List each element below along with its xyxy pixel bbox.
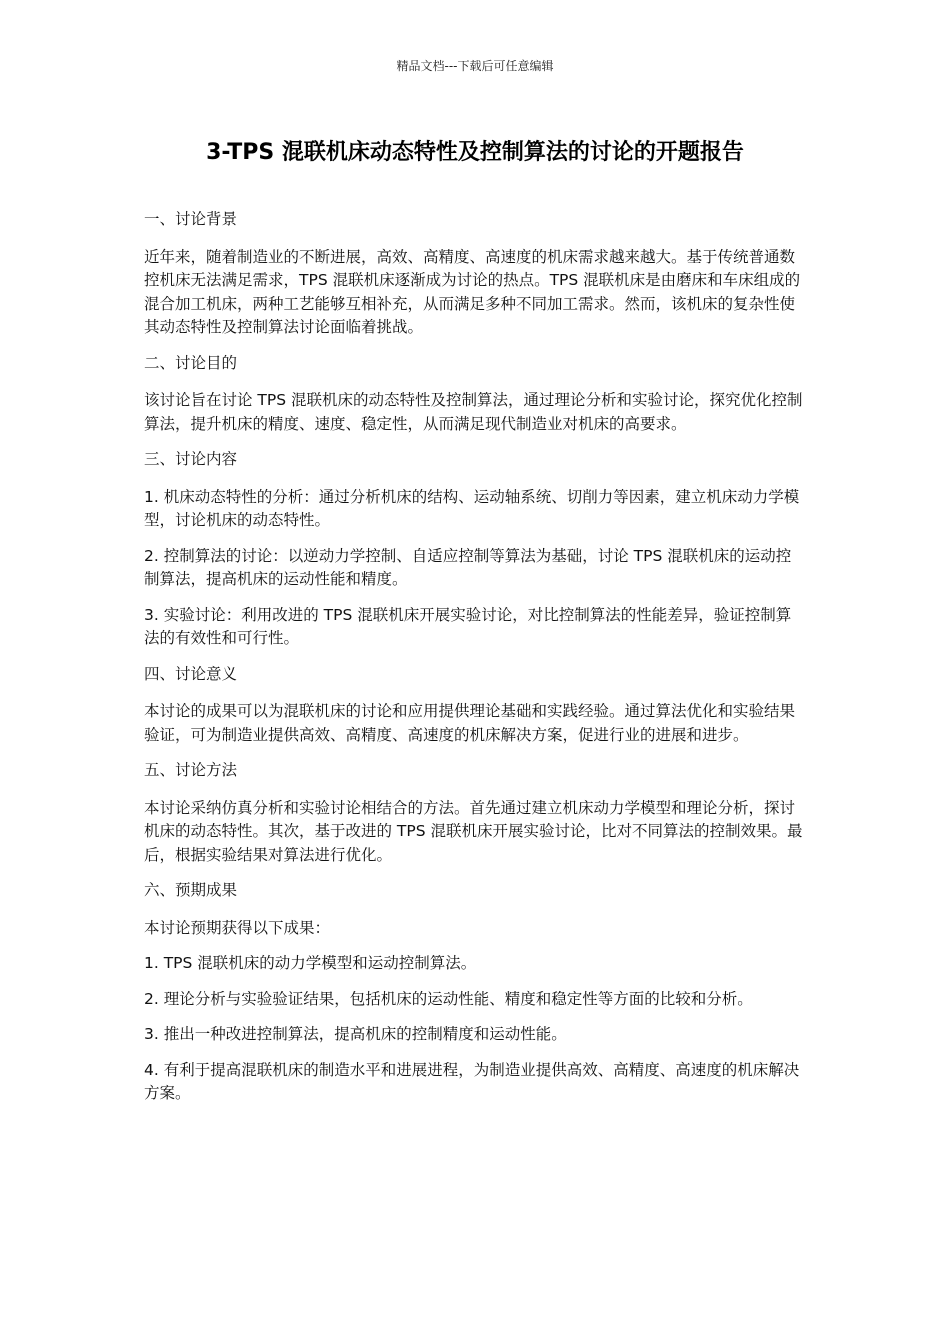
section-paragraph-background: 近年来，随着制造业的不断进展，高效、高精度、高速度的机床需求越来越大。基于传统普通数控机床无法满足需求，TPS 混联机床逐渐成为讨论的热点。TPS 混联机床是由磨床和车床组成的混合加工机床，两种工艺能够互相补充，从而满足多种不同加工需求。然而，该机床的复杂性使其动态特性及控制算法讨论面临着挑战。	[144, 247, 801, 336]
section-heading-results: 六、预期成果	[144, 881, 238, 899]
section-heading-purpose: 二、讨论目的	[144, 353, 238, 372]
section-heading-content: 三、讨论内容	[144, 450, 238, 468]
results-item: 1. TPS 混联机床的动力学模型和运动控制算法。	[144, 954, 477, 972]
content-item: 1. 机床动态特性的分析：通过分析机床的结构、运动轴系统、切削力等因素，建立机床动力学模型，讨论机床的动态特性。	[144, 487, 800, 529]
document-title: 3-TPS 混联机床动态特性及控制算法的讨论的开题报告	[206, 140, 744, 165]
section-paragraph-significance: 本讨论的成果可以为混联机床的讨论和应用提供理论基础和实践经验。通过算法优化和实验结果验证，可为制造业提供高效、高精度、高速度的机床解决方案，促进行业的进展和进步。	[144, 702, 796, 744]
results-item: 2. 理论分析与实验验证结果，包括机床的运动性能、精度和稳定性等方面的比较和分析。	[144, 989, 753, 1008]
section-paragraph-method: 本讨论采纳仿真分析和实验讨论相结合的方法。首先通过建立机床动力学模型和理论分析，探讨机床的动态特性。其次，基于改进的 TPS 混联机床开展实验讨论，比对不同算法的控制效果。最后，根据实验结果对算法进行优化。	[144, 798, 803, 864]
section-heading-significance: 四、讨论意义	[144, 664, 238, 683]
page-header-note: 精品文档---下载后可任意编辑	[396, 59, 554, 73]
content-item: 2. 控制算法的讨论：以逆动力学控制、自适应控制等算法为基础，讨论 TPS 混联机床的运动控制算法，提高机床的运动性能和精度。	[144, 546, 792, 588]
results-item: 3. 推出一种改进控制算法，提高机床的控制精度和运动性能。	[144, 1025, 567, 1043]
results-intro: 本讨论预期获得以下成果：	[144, 918, 331, 937]
section-paragraph-purpose: 该讨论旨在讨论 TPS 混联机床的动态特性及控制算法，通过理论分析和实验讨论，探究优化控制算法，提升机床的精度、速度、稳定性，从而满足现代制造业对机床的高要求。	[144, 391, 803, 433]
document-body	[144, 208, 806, 1118]
section-heading-method: 五、讨论方法	[144, 761, 238, 779]
content-item: 3. 实验讨论：利用改进的 TPS 混联机床开展实验讨论，对比控制算法的性能差异，验证控制算法的有效性和可行性。	[144, 605, 792, 647]
section-heading-background: 一、讨论背景	[144, 210, 238, 228]
results-item: 4. 有利于提高混联机床的制造水平和进展进程，为制造业提供高效、高精度、高速度的机床解决方案。	[144, 1060, 800, 1102]
